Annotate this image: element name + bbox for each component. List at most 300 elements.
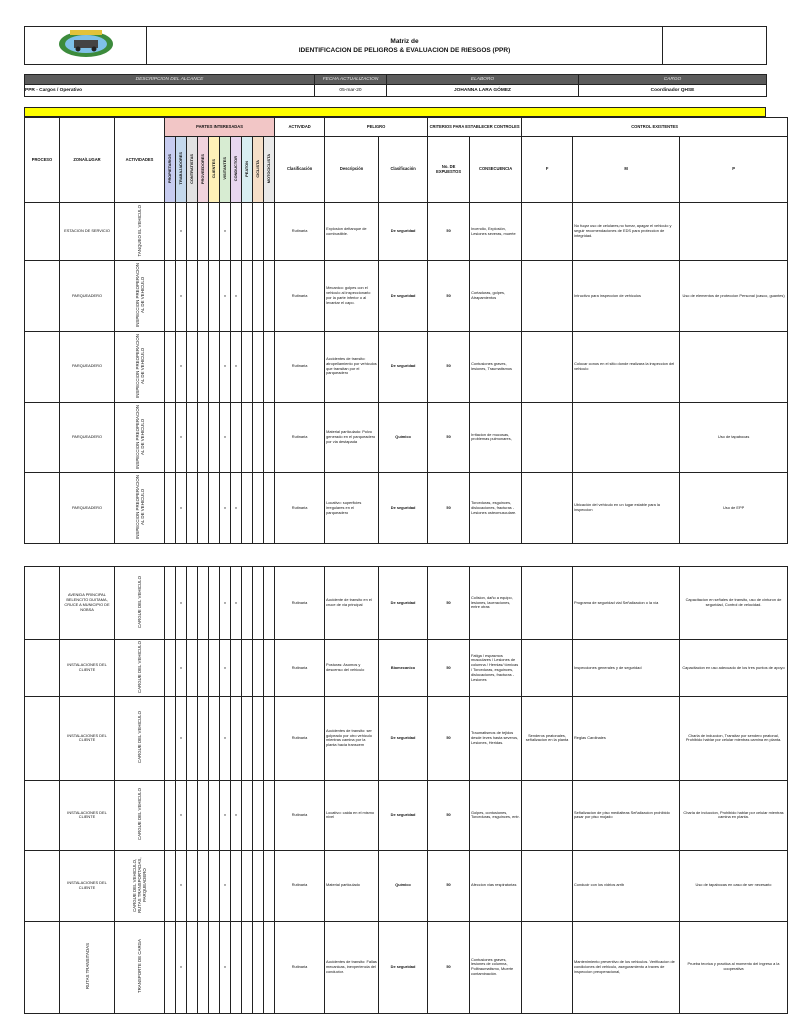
- fecha-value: 05-mar-20: [315, 85, 387, 97]
- parte-mark: x: [220, 780, 231, 850]
- zona-cell: INSTALACIONES DEL CLIENTE: [60, 780, 115, 850]
- actividad-cell: Rutinaria: [275, 473, 325, 544]
- parte-mark: [198, 696, 209, 780]
- col-descripcion: Descripción: [325, 137, 379, 203]
- consecuencia-cell: Afeccion vias respiratorias: [470, 850, 522, 921]
- col-clasificacion-2: Clasificación: [379, 137, 428, 203]
- parte-mark: [253, 261, 264, 332]
- col-clasificacion: Clasificación: [275, 137, 325, 203]
- header-table: [24, 26, 767, 65]
- parte-mark: [198, 402, 209, 473]
- clasificacion-cell: Químico: [379, 850, 428, 921]
- consecuencia-cell: Colision, daño a equipo, lesiones, laceraciones, entre otras: [470, 567, 522, 640]
- parte-mark: [242, 640, 253, 697]
- parte-mark: [231, 850, 242, 921]
- parte-label: CONTRATISTAS: [188, 153, 194, 184]
- elaboro-header: ELABORO: [387, 75, 579, 85]
- parte-mark: [264, 331, 275, 402]
- logo-cell: [25, 27, 147, 65]
- clasificacion-cell: De seguridad: [379, 331, 428, 402]
- document-title: [147, 27, 663, 65]
- table-row: [25, 567, 788, 640]
- p-cell: [680, 331, 788, 402]
- actividades-label: CARGUE DEL VEHICULO: [137, 576, 142, 629]
- p-cell: Uso de tapabocas en caso de ser necesario: [680, 850, 788, 921]
- expuestos-cell: 50: [428, 850, 470, 921]
- parte-mark: [253, 696, 264, 780]
- col-consecuencia: CONSECUENCIA: [470, 137, 522, 203]
- parte-mark: [187, 261, 198, 332]
- fecha-header: FECHA ACTUALIZACION: [315, 75, 387, 85]
- parte-mark: [231, 402, 242, 473]
- p-cell: Uso de elementos de proteccion Personal (casco, guantes): [680, 261, 788, 332]
- m-cell: Conducir con los vidrios arrib: [573, 850, 680, 921]
- parte-mark: [242, 261, 253, 332]
- parte-mark: [187, 850, 198, 921]
- actividades-cell: [115, 331, 165, 402]
- f-cell: [522, 473, 573, 544]
- consecuencia-cell: Torceduras, esguinces, dislocaciones, fracturas - Lesiones osteomusculare.: [470, 473, 522, 544]
- parte-mark: x: [220, 850, 231, 921]
- actividades-cell: [115, 567, 165, 640]
- descripcion-cell: Material particulado: Polvo generado en el parqueadero por via destapada: [325, 402, 379, 473]
- parte-mark: x: [220, 261, 231, 332]
- parte-mark: x: [176, 567, 187, 640]
- parte-mark: [231, 203, 242, 261]
- table-row: [25, 921, 788, 1013]
- m-cell: Reglas Cardinales: [573, 696, 680, 780]
- parte-mark: [264, 921, 275, 1013]
- parte-mark: [187, 203, 198, 261]
- descripcion-cell: Accidentes de transito: Fallas mecanicas, inexperiencia del conductor.: [325, 921, 379, 1013]
- p-cell: Charla de induccion, Transitar por sendero peatonal, Prohibido hablar por celular mientras camina en planta.: [680, 696, 788, 780]
- actividades-cell: [115, 921, 165, 1013]
- parte-mark: [209, 203, 220, 261]
- col-expuestos: No. DE EXPUESTOS: [428, 137, 470, 203]
- actividades-label: CARGUE DEL VEHICULO: [137, 711, 142, 764]
- cargo-header: CARGO: [579, 75, 767, 85]
- parte-mark: [165, 921, 176, 1013]
- table-row: [25, 780, 788, 850]
- parte-mark: x: [231, 261, 242, 332]
- m-cell: Intructivo para inspeccion de vehiculos: [573, 261, 680, 332]
- descripcion-cell: Accidente de transito en el cruce de via principal: [325, 567, 379, 640]
- parte-mark: [242, 780, 253, 850]
- parte-mark: [264, 402, 275, 473]
- header-blank-cell: [663, 27, 767, 65]
- parte-mark: [198, 473, 209, 544]
- parte-mark: [253, 203, 264, 261]
- parte-mark: [198, 567, 209, 640]
- parte-mark: [253, 473, 264, 544]
- descripcion-cell: Mecanico: golpes con el vehiculo al inspeccionarlo por la parte inferior o al levantar el capo.: [325, 261, 379, 332]
- parte-mark: [198, 780, 209, 850]
- zona-label: RUTAS TRANSITADAS: [84, 943, 90, 990]
- table-row: [25, 473, 788, 544]
- parte-mark: [209, 780, 220, 850]
- parte-mark: [253, 331, 264, 402]
- f-cell: [522, 203, 573, 261]
- proceso-cell: [25, 402, 60, 473]
- parte-mark: [264, 261, 275, 332]
- actividades-cell: [115, 780, 165, 850]
- actividad-cell: Rutinaria: [275, 331, 325, 402]
- parte-mark: x: [176, 473, 187, 544]
- parte-mark: x: [220, 203, 231, 261]
- expuestos-cell: 50: [428, 640, 470, 697]
- parte-mark: x: [231, 780, 242, 850]
- parte-mark: [264, 640, 275, 697]
- parte-header-8: [253, 137, 264, 203]
- parte-mark: [264, 567, 275, 640]
- p-cell: Prueba teorica y practica al momento del ingreso a la cooperativa: [680, 921, 788, 1013]
- parte-mark: x: [220, 567, 231, 640]
- parte-mark: x: [220, 640, 231, 697]
- zona-cell: INSTALACIONES DEL CLIENTE: [60, 696, 115, 780]
- parte-header-7: [242, 137, 253, 203]
- clasificacion-cell: De seguridad: [379, 921, 428, 1013]
- f-cell: [522, 331, 573, 402]
- expuestos-cell: 50: [428, 921, 470, 1013]
- parte-mark: x: [231, 473, 242, 544]
- p-cell: Capacitacion en uso adecuado de los tres puntos de apoyo: [680, 640, 788, 697]
- parte-mark: [187, 402, 198, 473]
- actividades-label: INSPECCION PREOPERACION AL DE VEHICULO: [134, 333, 145, 398]
- parte-mark: [242, 473, 253, 544]
- col-p: P: [680, 137, 788, 203]
- parte-mark: [253, 780, 264, 850]
- parte-mark: [165, 567, 176, 640]
- col-peligro: PELIGRO: [325, 118, 428, 137]
- table-row: [25, 261, 788, 332]
- actividad-cell: Rutinaria: [275, 850, 325, 921]
- zona-cell: [60, 921, 115, 1013]
- parte-mark: [231, 696, 242, 780]
- actividad-cell: Rutinaria: [275, 696, 325, 780]
- p-cell: Capacitacion en señales de transito, uso de cinturon de seguridad, Control de velocidad.: [680, 567, 788, 640]
- title-line-2: IDENTIFICACION DE PELIGROS & EVALUACION DE RIESGOS (PPR): [298, 46, 511, 54]
- actividad-cell: Rutinaria: [275, 402, 325, 473]
- m-cell: Inspecciones generales y de seguridad: [573, 640, 680, 697]
- parte-mark: [198, 331, 209, 402]
- parte-mark: [264, 473, 275, 544]
- consecuencia-cell: Contusiones graves, lesiones, Traumatismos: [470, 331, 522, 402]
- company-logo-icon: [56, 27, 116, 59]
- yellow-separator-bar: [24, 107, 766, 117]
- clasificacion-cell: De seguridad: [379, 567, 428, 640]
- consecuencia-cell: Cortaduras, golpes, Atrapamientos: [470, 261, 522, 332]
- clasificacion-cell: De seguridad: [379, 696, 428, 780]
- parte-mark: [165, 473, 176, 544]
- parte-mark: x: [176, 780, 187, 850]
- parte-label: MOTOCICLISTA: [265, 153, 271, 184]
- m-cell: Señalizacion de piso mediaiteas Señalizacion prohibido pasar por piso mojado: [573, 780, 680, 850]
- actividades-cell: [115, 203, 165, 261]
- table-row: [25, 640, 788, 697]
- alcance-value: PPR - Cargos / Operativo: [25, 85, 315, 97]
- parte-header-3: [198, 137, 209, 203]
- actividades-label: CARGUE DEL VEHICULO: [137, 788, 142, 841]
- zona-cell: PARQUEADERO: [60, 473, 115, 544]
- parte-mark: [198, 640, 209, 697]
- zona-cell: PARQUEADERO: [60, 402, 115, 473]
- parte-mark: x: [176, 402, 187, 473]
- parte-label: PEATON: [243, 160, 249, 177]
- parte-mark: [209, 921, 220, 1013]
- parte-mark: [198, 261, 209, 332]
- actividades-label: INSPECCION PREOPERACION AL DE VEHICULO: [134, 263, 145, 327]
- parte-mark: [253, 850, 264, 921]
- expuestos-cell: 50: [428, 203, 470, 261]
- parte-label: VISITANTES: [221, 157, 227, 180]
- p-cell: Uso de EPP: [680, 473, 788, 544]
- parte-mark: [165, 402, 176, 473]
- parte-mark: [242, 203, 253, 261]
- parte-mark: [165, 640, 176, 697]
- expuestos-cell: 50: [428, 567, 470, 640]
- actividades-label: TRANSPORTE DE CARGA: [137, 939, 142, 994]
- col-zona: ZONA/LUGAR: [60, 118, 115, 203]
- table-row: [25, 402, 788, 473]
- parte-mark: [165, 331, 176, 402]
- parte-mark: [187, 921, 198, 1013]
- table-row: [25, 203, 788, 261]
- parte-mark: [242, 567, 253, 640]
- proceso-cell: [25, 203, 60, 261]
- parte-label: CONDUCTOR: [232, 155, 238, 182]
- col-actividad: ACTIVIDAD: [275, 118, 325, 137]
- elaboro-value: JOHANNA LARA GÓMEZ: [387, 85, 579, 97]
- parte-mark: [165, 261, 176, 332]
- parte-label: TRABAJADORES: [177, 152, 183, 185]
- actividad-cell: Rutinaria: [275, 261, 325, 332]
- parte-header-5: [220, 137, 231, 203]
- zona-cell: INSTALACIONES DEL CLIENTE: [60, 640, 115, 697]
- parte-mark: [165, 850, 176, 921]
- f-cell: [522, 640, 573, 697]
- descripcion-cell: Accidentes de transito: ser golpeado por otro vehiculo mientras camina por la planta hacia transcem: [325, 696, 379, 780]
- clasificacion-cell: De seguridad: [379, 261, 428, 332]
- parte-mark: [209, 473, 220, 544]
- p-cell: Charla de induccion, Prohibido hablar por celular mientras camina en planta.: [680, 780, 788, 850]
- col-actividades: ACTIVIDADES: [115, 118, 165, 203]
- col-proceso: PROCESO: [25, 118, 60, 203]
- consecuencia-cell: Traumatismos de tejidos desde leves hasta severos, Lesiones, Heridas.: [470, 696, 522, 780]
- parte-mark: [187, 640, 198, 697]
- parte-mark: [198, 850, 209, 921]
- parte-mark: x: [176, 850, 187, 921]
- consecuencia-cell: Irritacion de mucosas, problemas pulmonares,: [470, 402, 522, 473]
- actividades-label: INSPECCION PREOPERACION AL DE VEHICULO: [134, 475, 145, 540]
- actividades-cell: [115, 402, 165, 473]
- parte-mark: [242, 921, 253, 1013]
- actividad-cell: Rutinaria: [275, 921, 325, 1013]
- parte-mark: [209, 261, 220, 332]
- f-cell: [522, 261, 573, 332]
- parte-mark: x: [220, 921, 231, 1013]
- parte-mark: [264, 203, 275, 261]
- parte-mark: [209, 567, 220, 640]
- descripcion-cell: Accidentes de transito: atropellamiento por vehiculos que transitan por el parqueadero: [325, 331, 379, 402]
- f-cell: [522, 921, 573, 1013]
- parte-mark: x: [220, 402, 231, 473]
- parte-mark: x: [220, 331, 231, 402]
- clasificacion-cell: Químico: [379, 402, 428, 473]
- parte-mark: x: [220, 473, 231, 544]
- parte-label: CLIENTES: [210, 158, 216, 179]
- m-cell: Ubicación del vehiculo en un lugar estable para la inspeccion: [573, 473, 680, 544]
- parte-mark: [209, 850, 220, 921]
- m-cell: No fuqar uso de celulares,no fumar, apagar el vehiculo y seguir recomendaciones de EDS para proteccion de integridad.: [573, 203, 680, 261]
- actividades-cell: [115, 473, 165, 544]
- expuestos-cell: 50: [428, 261, 470, 332]
- parte-mark: [209, 402, 220, 473]
- parte-header-6: [231, 137, 242, 203]
- actividad-cell: Rutinaria: [275, 640, 325, 697]
- actividades-label: TANQUEO EL VEHICULO: [137, 204, 142, 257]
- descripcion-cell: Material particulado: [325, 850, 379, 921]
- risk-matrix-table: [24, 117, 788, 544]
- clasificacion-cell: De seguridad: [379, 203, 428, 261]
- proceso-cell: [25, 567, 60, 640]
- actividad-cell: Rutinaria: [275, 567, 325, 640]
- parte-mark: [187, 696, 198, 780]
- consecuencia-cell: Fatiga / espasmos musculares / Lesiones de columna / Hernias/ tórnicas / Torceduras, esguinces, dislocaciones, fracturas - Lesiones: [470, 640, 522, 697]
- actividades-cell: [115, 640, 165, 697]
- col-m: M: [573, 137, 680, 203]
- parte-mark: [242, 402, 253, 473]
- consecuencia-cell: Contusiones graves, lesiones de columna, Politraumatismo, Muerte contaminación.: [470, 921, 522, 1013]
- proceso-cell: [25, 921, 60, 1013]
- actividades-label: CARGUE DEL VEHICULO: [137, 641, 142, 694]
- parte-mark: [253, 921, 264, 1013]
- actividades-cell: [115, 850, 165, 921]
- proceso-cell: [25, 640, 60, 697]
- parte-mark: [187, 780, 198, 850]
- parte-header-2: [187, 137, 198, 203]
- zona-cell: PARQUEADERO: [60, 331, 115, 402]
- parte-header-0: [165, 137, 176, 203]
- parte-mark: [187, 473, 198, 544]
- table-row: [25, 696, 788, 780]
- parte-mark: x: [176, 696, 187, 780]
- zona-cell: AVENIDA PRINCIPAL BELENCITO DUITAMA, CRUCE A MUNICIPIO DE NOBSA: [60, 567, 115, 640]
- descripcion-cell: Locativo: caida en el mismo nivel: [325, 780, 379, 850]
- parte-label: PROPIETARIOS: [166, 154, 172, 184]
- parte-mark: [242, 850, 253, 921]
- parte-mark: x: [176, 203, 187, 261]
- parte-header-9: [264, 137, 275, 203]
- cargo-value: Coordinador QHSE: [579, 85, 767, 97]
- proceso-cell: [25, 696, 60, 780]
- parte-mark: [209, 696, 220, 780]
- parte-mark: x: [176, 640, 187, 697]
- parte-mark: [253, 567, 264, 640]
- parte-mark: x: [176, 921, 187, 1013]
- parte-mark: [242, 331, 253, 402]
- m-cell: [573, 402, 680, 473]
- col-f: F: [522, 137, 573, 203]
- parte-mark: x: [231, 567, 242, 640]
- m-cell: Colocar conos en el sitio donde realizara la inspeccion del vehiculo: [573, 331, 680, 402]
- col-controles: CONTROL EXISTENTES: [522, 118, 788, 137]
- parte-mark: [198, 921, 209, 1013]
- actividades-cell: [115, 261, 165, 332]
- f-cell: [522, 780, 573, 850]
- actividades-cell: [115, 696, 165, 780]
- col-criterios: CRITERIOS PARA ESTABLECER CONTROLES: [428, 118, 522, 137]
- parte-header-1: [176, 137, 187, 203]
- parte-mark: [242, 696, 253, 780]
- parte-mark: [165, 780, 176, 850]
- parte-mark: x: [220, 696, 231, 780]
- parte-mark: [187, 567, 198, 640]
- f-cell: [522, 402, 573, 473]
- clasificacion-cell: Biomecanico: [379, 640, 428, 697]
- meta-table: [24, 74, 767, 97]
- parte-mark: [198, 203, 209, 261]
- parte-mark: [253, 640, 264, 697]
- expuestos-cell: 50: [428, 696, 470, 780]
- expuestos-cell: 50: [428, 402, 470, 473]
- clasificacion-cell: De seguridad: [379, 473, 428, 544]
- descripcion-cell: Explosion deltanque de combustible.: [325, 203, 379, 261]
- risk-matrix-table-continued: [24, 566, 788, 1014]
- proceso-cell: [25, 261, 60, 332]
- proceso-cell: [25, 331, 60, 402]
- f-cell: [522, 567, 573, 640]
- zona-cell: ESTACION DE SERVICIO: [60, 203, 115, 261]
- expuestos-cell: 50: [428, 331, 470, 402]
- parte-mark: [231, 640, 242, 697]
- title-line-1: Matriz de: [390, 37, 419, 45]
- parte-label: CICLISTA: [254, 159, 260, 178]
- p-cell: Uso de tapabocas: [680, 402, 788, 473]
- m-cell: Mantenimiento preventivo de los vehiculos. Verificacion de condiciones del vehiculo, aseguramiento a traves de inspeccion preoperacional,: [573, 921, 680, 1013]
- consecuencia-cell: Incendio, Explosión, Lesiones severas, muerte: [470, 203, 522, 261]
- table-row: [25, 331, 788, 402]
- proceso-cell: [25, 780, 60, 850]
- parte-label: PROVEEDORES: [199, 153, 205, 184]
- parte-mark: [165, 696, 176, 780]
- parte-mark: x: [176, 261, 187, 332]
- zona-cell: PARQUEADERO: [60, 261, 115, 332]
- actividades-label: INSPECCION PREOPERACION AL DE VEHICULO: [134, 404, 145, 469]
- parte-mark: x: [176, 331, 187, 402]
- zona-cell: INSTALACIONES DEL CLIENTE: [60, 850, 115, 921]
- p-cell: [680, 203, 788, 261]
- expuestos-cell: 50: [428, 473, 470, 544]
- parte-mark: [264, 780, 275, 850]
- actividad-cell: Rutinaria: [275, 780, 325, 850]
- descripcion-cell: Locativo: superficies irregulares en el parqueadero: [325, 473, 379, 544]
- f-cell: Senderos peatonales, señalizacion en la planta: [522, 696, 573, 780]
- parte-mark: [264, 850, 275, 921]
- consecuencia-cell: Golpes, contusiones, Torceduras, esguinces, entr.: [470, 780, 522, 850]
- parte-mark: [253, 402, 264, 473]
- table-row: [25, 850, 788, 921]
- actividades-label: CARGUE DEL VEHICULO, RUTAS TRANSPORTADAS, PARQUEADERO: [132, 857, 147, 913]
- parte-mark: x: [231, 331, 242, 402]
- col-partes-interesadas: PARTES INTERESADAS: [165, 118, 275, 137]
- parte-mark: [187, 331, 198, 402]
- parte-mark: [165, 203, 176, 261]
- f-cell: [522, 850, 573, 921]
- parte-header-4: [209, 137, 220, 203]
- m-cell: Programa de seguridad vial Señalizacion o la vía: [573, 567, 680, 640]
- actividad-cell: Rutinaria: [275, 203, 325, 261]
- parte-mark: [264, 696, 275, 780]
